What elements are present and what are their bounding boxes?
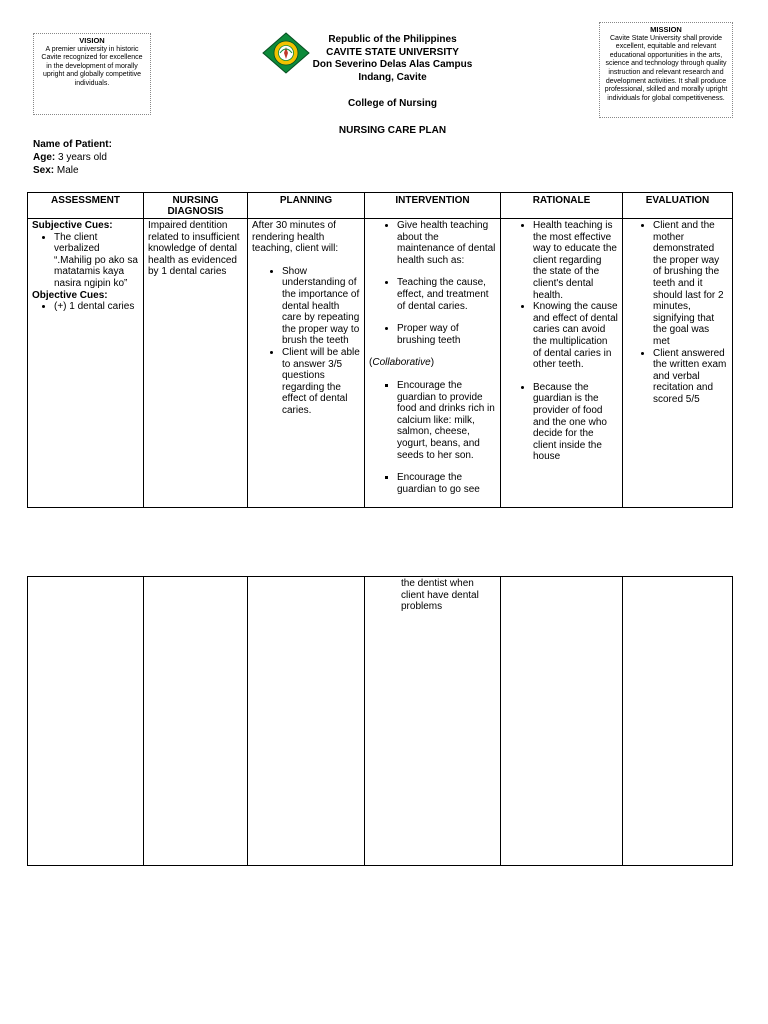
evaluation-cell (623, 219, 733, 508)
planning-item: • Show understanding of the importance of dental health care by repeating the proper way to brush the teeth (282, 266, 360, 347)
patient-name-label: Name of Patient: (33, 139, 112, 150)
diagnosis-text: Impaired dentition related to insufficient knowledge of dental health as evidenced by 1 dental caries (148, 220, 240, 278)
mission-heading: MISSION (650, 25, 682, 34)
header-nursing-diagnosis: NURSING DIAGNOSIS (144, 193, 248, 219)
college-name: College of Nursing (348, 98, 437, 109)
diagnosis-cell (144, 219, 248, 508)
patient-info (33, 138, 112, 177)
subjective-cues-label: Subjective Cues: (32, 220, 113, 231)
vision-heading: VISION (79, 36, 105, 45)
intervention-item: • Proper way of brushing teeth (397, 323, 496, 346)
evaluation-item: • Client answered the written exam and verbal recitation and scored 5/5 (653, 348, 728, 406)
patient-age-label: Age: (33, 152, 56, 163)
patient-sex-line (33, 164, 112, 177)
subjective-cue-item: • The client verbalized “.Mahilig po ako sa matatamis kaya nasira ngipin ko” (54, 232, 139, 290)
collaborative-label (369, 357, 496, 369)
rationale-cell (501, 219, 623, 508)
table-row (28, 219, 733, 508)
assessment-cell (28, 219, 144, 508)
mission-text: Cavite State University shall provide excellent, equitable and relevant educational opportunities in the arts, science and technology through quality instruction and relevant research and development activities. It shall produce professional, skilled and morally upright individuals for global competitiveness. (604, 34, 728, 102)
document-title: NURSING CARE PLAN (338, 125, 447, 136)
table-header-row (28, 193, 733, 219)
evaluation-item: • Client and the mother demonstrated the proper way of brushing the teeth and it should last for 2 minutes, signifying that the goal was met (653, 220, 728, 348)
intervention-continued-text: the dentist when client have dental problems (401, 578, 479, 613)
patient-sex-label: Sex: (33, 165, 55, 176)
evaluation-cell-continued (623, 577, 733, 866)
mission-box (599, 22, 733, 118)
header-rationale: RATIONALE (501, 193, 623, 219)
rationale-cell-continued (501, 577, 623, 866)
intervention-item: • Teaching the cause, effect, and treatment of dental caries. (397, 277, 496, 312)
diagnosis-cell-continued (144, 577, 248, 866)
header-university: CAVITE STATE UNIVERSITY (326, 46, 459, 58)
header-location: Indang, Cavite (358, 71, 427, 83)
collaborative-item: ▪ Encourage the guardian to go see (397, 472, 496, 495)
intervention-cell-continued (365, 577, 501, 866)
header-republic: Republic of the Philippines (328, 34, 457, 45)
collaborative-text: Collaborative (372, 357, 431, 369)
collaborative-item: ▪ Encourage the guardian to provide food and drinks rich in calcium like: milk, salmon, cheese, yogurt, beans, and seeds to her son. (397, 380, 496, 461)
planning-cell-continued (248, 577, 365, 866)
header-planning: PLANNING (248, 193, 365, 219)
objective-cue-item: • (+) 1 dental caries (54, 301, 139, 313)
care-plan-continuation-table (27, 576, 733, 866)
header-evaluation: EVALUATION (623, 193, 733, 219)
intervention-item: • Give health teaching about the maintenance of dental health such as: (397, 220, 496, 266)
rationale-item: • Knowing the cause and effect of dental caries can avoid the multiplication of dental caries in other teeth. (533, 301, 618, 371)
patient-age-line (33, 151, 112, 164)
vision-text: A premier university in historic Cavite recognized for excellence in the development of morally upright and globally competitive individuals. (41, 45, 143, 87)
patient-sex-value: Male (56, 165, 79, 176)
care-plan-table (27, 192, 733, 508)
assessment-cell-continued (28, 577, 144, 866)
patient-name-line (33, 138, 112, 151)
planning-cell (248, 219, 365, 508)
vision-box (33, 33, 151, 115)
rationale-item: • Health teaching is the most effective way to educate the client regarding the state of the client's dental health. (533, 220, 618, 301)
patient-age-value: 3 years old (58, 152, 107, 163)
collaborative-close: ) (430, 357, 435, 369)
rationale-item: • Because the guardian is the provider of food and the one who decide for the client inside the house (533, 382, 618, 463)
planning-intro: After 30 minutes of rendering health teaching, client will: (252, 220, 339, 255)
objective-cues-label: Objective Cues: (32, 289, 108, 301)
planning-item: • Client will be able to answer 3/5 questions regarding the effect of dental caries. (282, 347, 360, 417)
header-assessment: ASSESSMENT (28, 193, 144, 219)
header-intervention: INTERVENTION (365, 193, 501, 219)
table-row (28, 577, 733, 866)
header-campus: Don Severino Delas Alas Campus (312, 59, 473, 70)
university-header (290, 34, 495, 84)
collaborative-open: ( (369, 357, 373, 369)
intervention-cell (365, 219, 501, 508)
